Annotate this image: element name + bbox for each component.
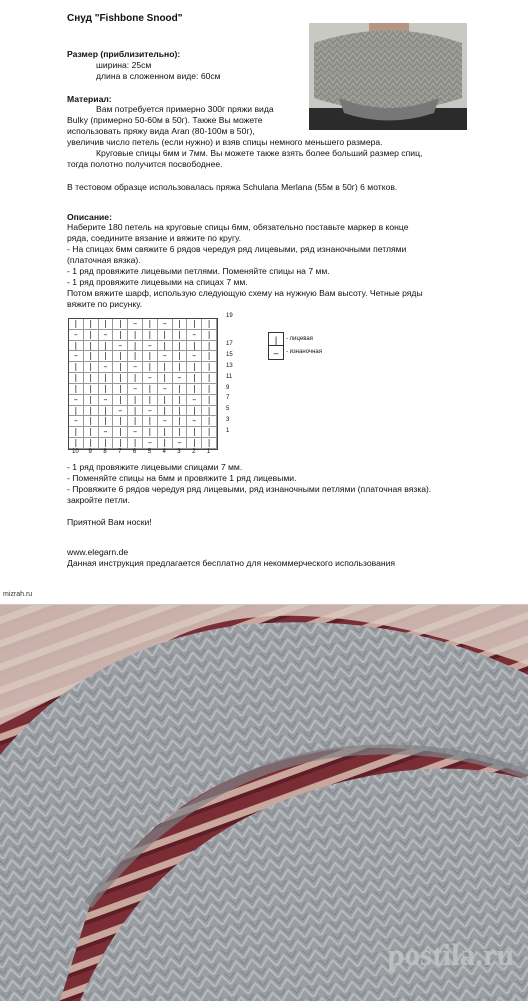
size-heading: Размер (приблизительно):: [67, 49, 181, 59]
chart-cell: |: [202, 341, 217, 352]
page-title: Снуд "Fishbone Snood": [67, 13, 183, 24]
chart-cell: |: [187, 427, 202, 438]
finishing-line: закройте петли.: [67, 495, 130, 505]
chart-cell: |: [187, 341, 202, 352]
chart-cell: |: [99, 319, 114, 330]
chart-cell: |: [173, 395, 188, 406]
chart-cell: –: [187, 330, 202, 341]
chart-cell: –: [69, 330, 84, 341]
finishing-line: - Поменяйте спицы на 6мм и провяжите 1 ряд лицевыми.: [67, 473, 297, 483]
chart-cell: |: [202, 438, 217, 449]
chart-cell: |: [173, 330, 188, 341]
chart-cell: |: [158, 362, 173, 373]
chart-cell: |: [173, 362, 188, 373]
chart-row-number: 3: [226, 417, 230, 424]
chart-cell: –: [143, 438, 158, 449]
chart-cell: |: [84, 319, 99, 330]
chart-cell: |: [113, 362, 128, 373]
chart-cell: |: [84, 351, 99, 362]
chart-cell: –: [69, 351, 84, 362]
chart-cell: |: [128, 416, 143, 427]
chart-cell: |: [84, 406, 99, 417]
legend-knit-label: - лицевая: [286, 336, 313, 342]
chart-cell: |: [202, 416, 217, 427]
chart-cell: –: [187, 416, 202, 427]
chart-cell: –: [69, 416, 84, 427]
chart-cell: |: [143, 319, 158, 330]
chart-cell: |: [202, 362, 217, 373]
chart-column-number: 3: [177, 449, 181, 455]
chart-cell: |: [99, 341, 114, 352]
chart-cell: |: [158, 330, 173, 341]
chart-cell: |: [173, 351, 188, 362]
description-line: - На спицах 6мм свяжите 6 рядов чередуя ряд лицевыми, ряд изнаночными петлями: [67, 244, 407, 254]
chart-cell: |: [158, 438, 173, 449]
chart-cell: |: [128, 330, 143, 341]
chart-cell: |: [187, 319, 202, 330]
chart-cell: |: [69, 319, 84, 330]
chart-cell: |: [113, 438, 128, 449]
site-logo: postila.ru: [387, 937, 514, 972]
chart-column-number: 4: [162, 449, 166, 455]
chart-cell: –: [99, 330, 114, 341]
chart-cell: |: [202, 330, 217, 341]
chart-cell: |: [113, 395, 128, 406]
chart-cell: |: [84, 384, 99, 395]
chart-column-number: 10: [72, 449, 79, 455]
chart-cell: |: [113, 330, 128, 341]
chart-row-number: 19: [226, 312, 233, 319]
material-line: увеличив число петель (если нужно) и взяв спицы немного меньшего размера.: [67, 137, 383, 147]
chart-row-number: 7: [226, 395, 230, 402]
chart-cell: |: [128, 438, 143, 449]
chart-cell: |: [158, 406, 173, 417]
chart-cell: |: [143, 362, 158, 373]
chart-cell: –: [99, 427, 114, 438]
chart-cell: |: [187, 373, 202, 384]
legend-knit-symbol: |: [268, 332, 284, 347]
chart-cell: |: [173, 406, 188, 417]
material-line: Вам потребуется примерно 300г пряжи вида: [96, 104, 274, 114]
chart-cell: |: [113, 416, 128, 427]
chart-cell: |: [187, 438, 202, 449]
chart-cell: |: [158, 395, 173, 406]
chart-cell: |: [113, 319, 128, 330]
chart-cell: |: [143, 384, 158, 395]
chart-row-number: 9: [226, 384, 230, 391]
chart-cell: |: [99, 373, 114, 384]
chart-cell: |: [143, 427, 158, 438]
chart-column-number: 7: [118, 449, 122, 455]
chart-column-number: 9: [88, 449, 92, 455]
chart-cell: |: [158, 373, 173, 384]
chart-cell: |: [84, 427, 99, 438]
chart-cell: |: [84, 416, 99, 427]
material-line: Круговые спицы 6мм и 7мм. Вы можете также взять более больший размер спиц,: [96, 148, 423, 158]
chart-cell: |: [143, 416, 158, 427]
chart-cell: –: [158, 319, 173, 330]
chart-row-number: 17: [226, 341, 233, 348]
chart-cell: |: [69, 373, 84, 384]
gauge-line: В тестовом образце использовалась пряжа Schulana Merlana (55м в 50г) 6 мотков.: [67, 182, 398, 192]
chart-cell: |: [187, 362, 202, 373]
material-heading: Материал:: [67, 94, 112, 104]
chart-cell: |: [173, 319, 188, 330]
chart-cell: |: [69, 384, 84, 395]
site-link[interactable]: www.elegarn.de: [67, 547, 129, 557]
scarf-photo: [0, 605, 528, 1001]
chart-cell: |: [143, 351, 158, 362]
chart-cell: |: [143, 330, 158, 341]
chart-column-number: 2: [192, 449, 196, 455]
chart-cell: –: [173, 438, 188, 449]
chart-cell: |: [158, 341, 173, 352]
size-width: ширина: 25см: [96, 60, 152, 70]
chart-cell: –: [187, 395, 202, 406]
knitting-chart: [68, 318, 218, 450]
chart-cell: |: [158, 427, 173, 438]
chart-cell: |: [113, 384, 128, 395]
model-photo: [309, 23, 467, 130]
description-line: Наберите 180 петель на круговые спицы 6мм, обязательно поставьте маркер в конце: [67, 222, 409, 232]
chart-cell: |: [69, 427, 84, 438]
chart-row-number: 15: [226, 352, 233, 359]
chart-cell: |: [84, 362, 99, 373]
legend-purl-label: - изнаночная: [286, 349, 322, 355]
chart-cell: |: [113, 373, 128, 384]
finishing-line: - Провяжите 6 рядов чередуя ряд лицевыми, ряд изнаночными петлями (платочная вязка).: [67, 484, 432, 494]
chart-cell: |: [128, 406, 143, 417]
chart-cell: |: [173, 384, 188, 395]
chart-column-number: 6: [132, 449, 137, 455]
chart-cell: |: [202, 395, 217, 406]
chart-cell: |: [99, 384, 114, 395]
description-line: ряда, соедините вязание и вяжите по кругу.: [67, 233, 241, 243]
description-line: Потом вяжите шарф, использую следующую схему на нужную Вам высоту. Четные ряды: [67, 288, 423, 298]
chart-cell: |: [128, 341, 143, 352]
chart-row-number: 5: [226, 406, 230, 413]
chart-cell: –: [99, 362, 114, 373]
chart-column-numbers: [68, 449, 216, 455]
chart-cell: |: [173, 341, 188, 352]
chart-cell: |: [99, 351, 114, 362]
chart-cell: |: [187, 384, 202, 395]
chart-cell: |: [69, 362, 84, 373]
chart-row-number: 1: [226, 427, 230, 434]
chart-cell: –: [128, 362, 143, 373]
chart-cell: –: [128, 384, 143, 395]
chart-cell: |: [202, 384, 217, 395]
chart-cell: –: [113, 406, 128, 417]
chart-cell: –: [173, 373, 188, 384]
chart-cell: |: [99, 438, 114, 449]
chart-cell: |: [128, 351, 143, 362]
chart-cell: |: [84, 330, 99, 341]
description-line: вяжите по рисунку.: [67, 299, 143, 309]
finishing-line: - 1 ряд провяжите лицевыми спицами 7 мм.: [67, 462, 243, 472]
chart-cell: |: [173, 416, 188, 427]
chart-column-number: 1: [206, 449, 211, 455]
chart-cell: –: [143, 341, 158, 352]
chart-cell: |: [84, 341, 99, 352]
chart-cell: |: [99, 406, 114, 417]
description-line: - 1 ряд провяжите лицевыми петлями. Поменяйте спицы на 7 мм.: [67, 266, 330, 276]
chart-cell: |: [202, 319, 217, 330]
chart-cell: |: [173, 427, 188, 438]
material-line: тогда полотно получится посвободнее.: [67, 159, 223, 169]
chart-cell: –: [158, 416, 173, 427]
chart-cell: –: [187, 351, 202, 362]
chart-cell: |: [202, 351, 217, 362]
chart-cell: |: [99, 416, 114, 427]
chart-cell: |: [69, 341, 84, 352]
material-line: использовать пряжу вида Aran (80-100м в 50г),: [67, 126, 255, 136]
chart-cell: –: [69, 395, 84, 406]
chart-cell: |: [69, 406, 84, 417]
chart-cell: |: [143, 395, 158, 406]
chart-cell: |: [187, 406, 202, 417]
chart-row-number: 13: [226, 362, 233, 369]
chart-cell: |: [202, 406, 217, 417]
chart-cell: –: [158, 351, 173, 362]
legend-purl-symbol: –: [268, 345, 284, 360]
description-line: (платочная вязка).: [67, 255, 141, 265]
size-length: длина в сложенном виде: 60см: [96, 71, 221, 81]
license-text: Данная инструкция предлагается бесплатно для некоммерческого использования: [67, 558, 396, 568]
watermark: mizrah.ru: [3, 591, 33, 598]
chart-cell: –: [143, 406, 158, 417]
chart-cell: –: [158, 384, 173, 395]
chart-cell: |: [113, 351, 128, 362]
chart-column-number: 8: [103, 449, 107, 455]
chart-cell: |: [84, 395, 99, 406]
chart-cell: |: [202, 427, 217, 438]
chart-cell: |: [84, 373, 99, 384]
description-line: - 1 ряд провяжите лицевыми на спицах 7 мм.: [67, 277, 248, 287]
chart-column-number: 5: [147, 449, 152, 455]
chart-cell: –: [128, 319, 143, 330]
chart-cell: |: [128, 373, 143, 384]
chart-cell: |: [113, 427, 128, 438]
chart-cell: –: [128, 427, 143, 438]
chart-cell: –: [143, 373, 158, 384]
chart-row-number: 11: [226, 373, 233, 380]
chart-cell: |: [202, 373, 217, 384]
chart-cell: |: [128, 395, 143, 406]
closing-text: Приятной Вам носки!: [67, 517, 152, 527]
chart-cell: |: [69, 438, 84, 449]
chart-cell: –: [113, 341, 128, 352]
chart-cell: –: [99, 395, 114, 406]
material-line: Bulky (примерно 50-60м в 50г). Также Вы можете: [67, 115, 263, 125]
description-heading: Описание:: [67, 212, 112, 222]
chart-cell: |: [84, 438, 99, 449]
